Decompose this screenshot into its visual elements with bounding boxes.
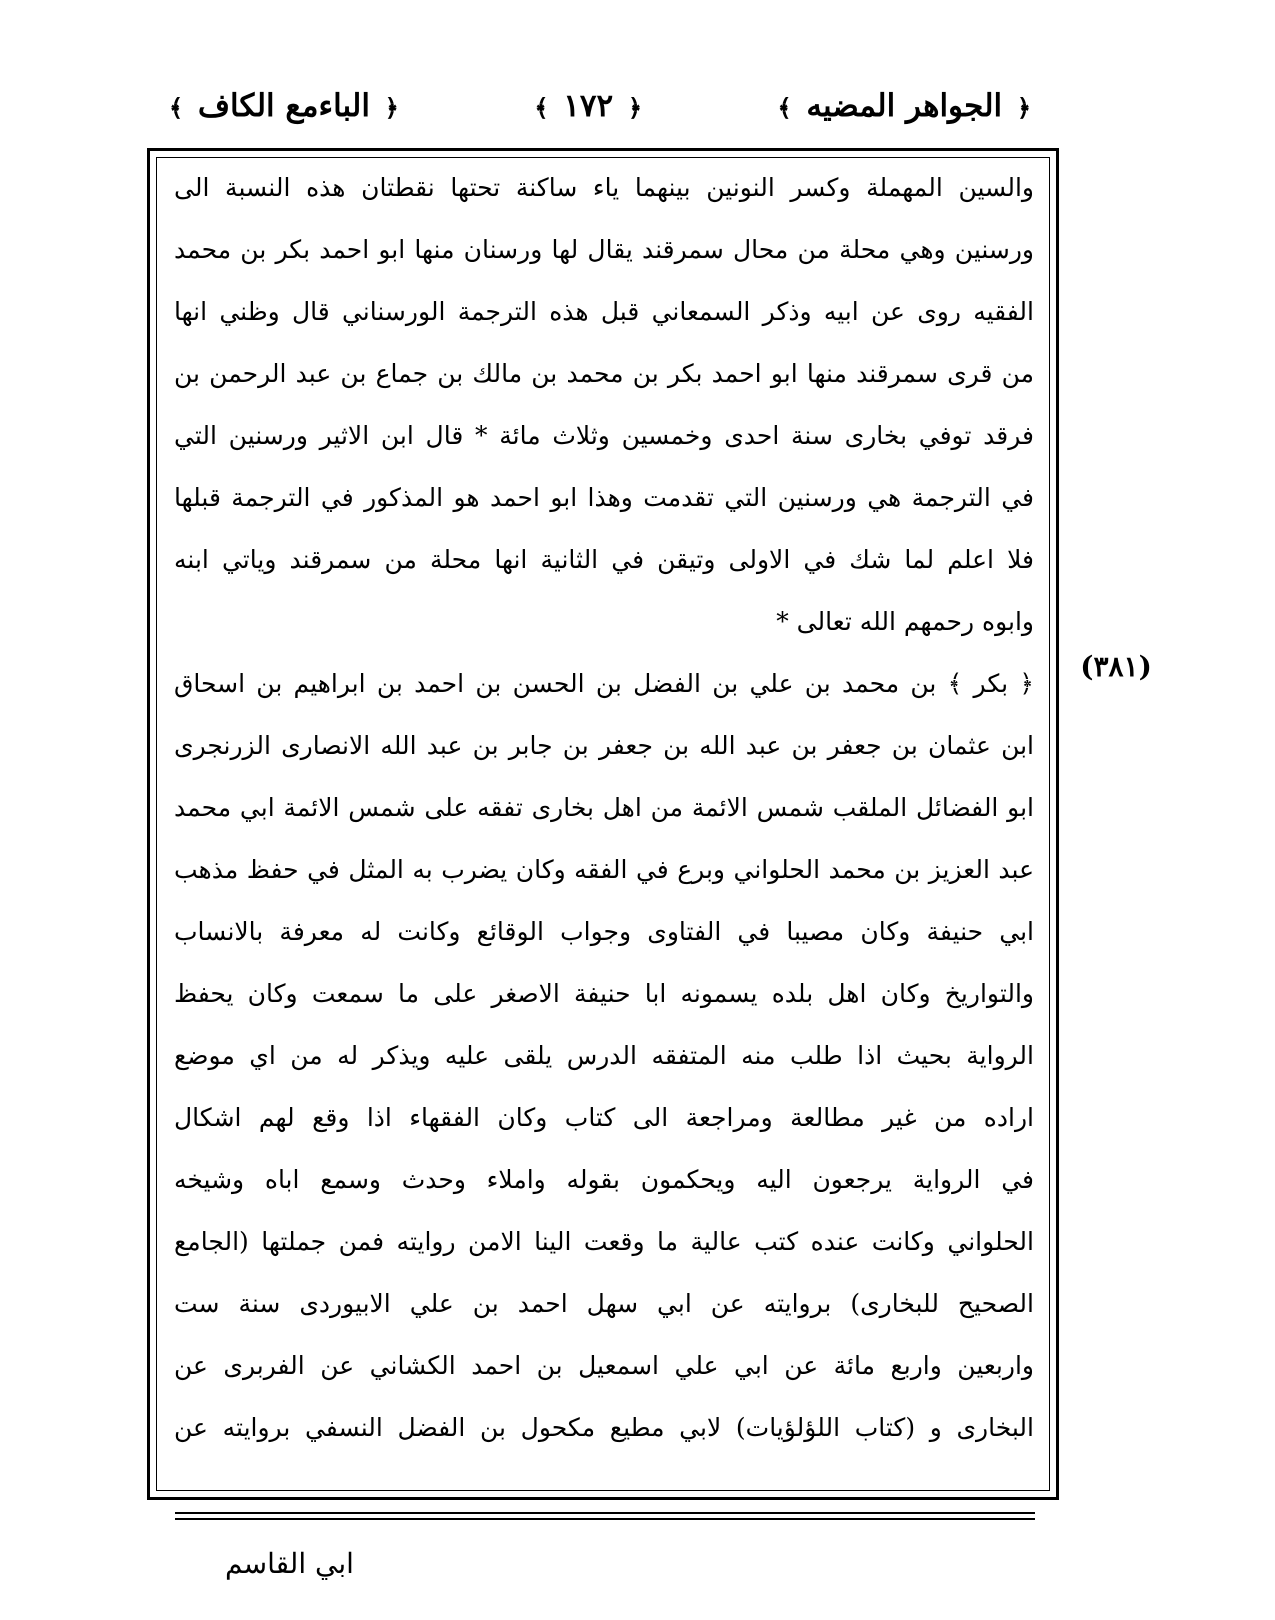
text-line: ورسنين وهي محلة من محال سمرقند يقال لها ورسنان منها ابو احمد بكر بن محمد [174,235,1034,264]
text-line: واربعين واربع مائة عن ابي علي اسمعيل بن احمد الكشاني عن الفربرى عن [174,1351,1034,1380]
text-line: اراده من غير مطالعة ومراجعة الى كتاب وكان الفقهاء اذا وقع لهم اشكال [174,1103,1034,1132]
ornament-open: ﴿ [1016,93,1031,122]
book-title: الجواهر المضيه [806,88,1003,124]
ornament-close: ﴾ [534,93,549,122]
text-line: ابو الفضائل الملقب شمس الائمة من اهل بخارى تفقه على شمس الائمة ابي محمد [174,793,1034,822]
ornament-open: ﴿ [384,93,399,122]
text-line: الرواية بحيث اذا طلب منه المتفقه الدرس يلقى عليه ويذكر له من اي موضع [174,1041,1034,1070]
text-line: الحلواني وكانت عنده كتب عالية ما وقعت الينا الامن روايته فمن جملتها (الجامع [174,1227,1034,1256]
header-chapter [165,88,403,124]
ornament-close: ﴾ [169,93,184,122]
text-line: فرقد توفي بخارى سنة احدى وخمسين وثلاث مائة * قال ابن الاثير ورسنين التي [174,421,1034,450]
ornament-open: ﴿ [627,93,642,122]
ornament-close: ﴾ [777,93,792,122]
text-line: فلا اعلم لما شك في الاولى وتيقن في الثانية انها محلة من سمرقند وياتي ابنه [174,545,1034,574]
text-line: في الرواية يرجعون اليه ويحكمون بقوله واملاء وحدث وسمع اباه وشيخه [174,1165,1034,1194]
bottom-rule [175,1512,1035,1514]
text-frame [147,148,1059,1500]
text-line: من قرى سمرقند منها ابو احمد بكر بن محمد بن مالك بن جماع بن عبد الرحمن بن [174,359,1034,388]
text-line: عبد العزيز بن محمد الحلواني وبرع في الفقه وكان يضرب به المثل في حفظ مذهب [174,855,1034,884]
entry-heading-line: ﴿ بكر ﴾ بن محمد بن علي بن الفضل بن الحسن بن احمد بن ابراهيم بن اسحاق [174,669,1034,698]
text-line: البخارى و (كتاب اللؤلؤيات) لابي مطيع مكحول بن الفضل النسفي بروايته عن [174,1413,1034,1442]
page-number: ١٧٢ [563,88,614,124]
header-page-number [530,88,646,124]
header-book-title [774,88,1036,124]
text-line: الفقيه روى عن ابيه وذكر السمعاني قبل هذه الترجمة الورسناني قال وظني انها [174,297,1034,326]
bottom-rule [175,1518,1035,1520]
text-line: في الترجمة هي ورسنين التي تقدمت وهذا ابو احمد هو المذكور في الترجمة قبلها [174,483,1034,512]
text-line: وابوه رحمهم الله تعالى * [776,607,1034,636]
text-line: ابي حنيفة وكان مصيبا في الفتاوى وجواب الوقائع وكانت له معرفة بالانساب [174,917,1034,946]
text-line: والسين المهملة وكسر النونين بينهما ياء ساكنة تحتها نقطتان هذه النسبة الى [174,173,1034,202]
entry-number: (٣٨١) [1080,650,1152,683]
text-line: والتواريخ وكان اهل بلده يسمونه ابا حنيفة الاصغر على ما سمعت وكان يحفظ [174,979,1034,1008]
body-text [174,157,1034,1459]
catchword: ابي القاسم [225,1547,354,1580]
text-line: الصحيح للبخارى) بروايته عن ابي سهل احمد بن علي الابيوردى سنة ست [174,1289,1034,1318]
chapter-title: الباءمع الكاف [197,88,370,124]
text-line: ابن عثمان بن جعفر بن عبد الله بن جعفر بن جابر بن عبد الله الانصارى الزرنجرى [174,731,1034,760]
running-header [165,78,1035,134]
